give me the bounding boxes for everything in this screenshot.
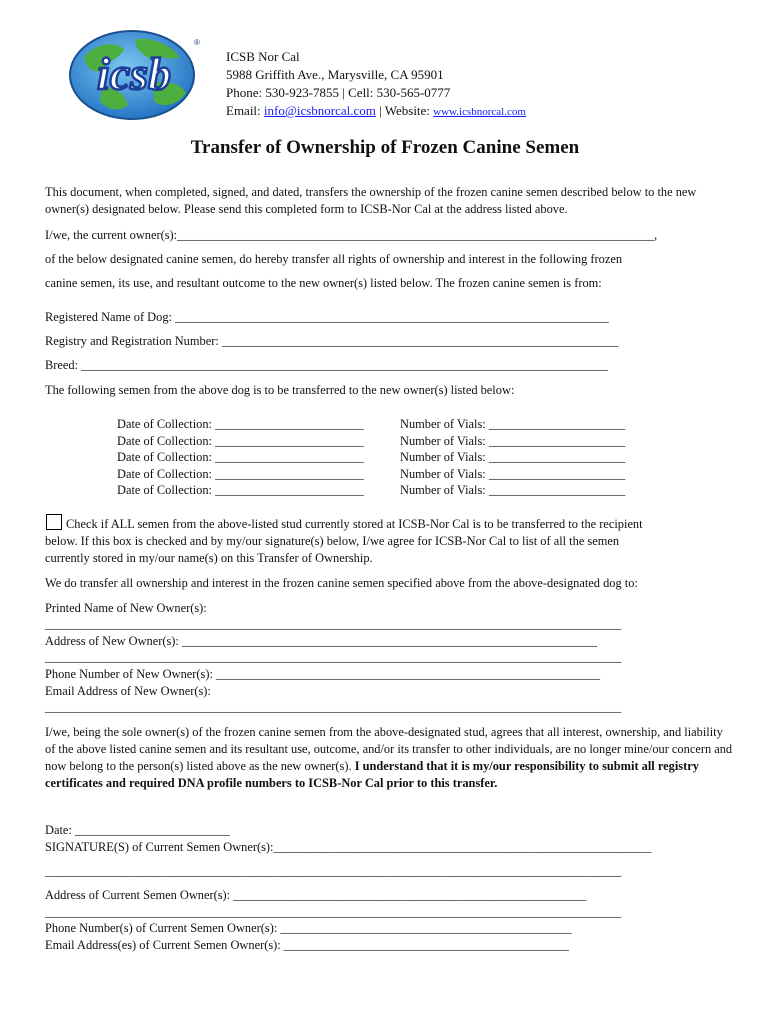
org-email-website: Email: info@icsbnorcal.com | Website: www.icsbnorcal.com	[226, 103, 526, 118]
transfer-statement-2: canine semen, its use, and resultant outcome to the new owner(s) listed below. The frozen canine semen is from:	[45, 276, 602, 290]
current-owner-phone-field[interactable]: Phone Number(s) of Current Semen Owner(s): _______________________________________________	[45, 921, 572, 935]
header-contact	[226, 48, 526, 121]
new-owner-email-label: Email Address of New Owner(s):	[45, 684, 211, 698]
printed-name-field[interactable]: _____________________________________________________________________________________________	[45, 617, 622, 631]
vials-field[interactable]: Number of Vials: ______________________	[400, 433, 626, 448]
vials-field[interactable]: Number of Vials: ______________________	[400, 450, 626, 465]
do-transfer-line: We do transfer all ownership and interest in the frozen canine semen specified above from the above-designated dog to:	[45, 576, 638, 590]
collection-vials	[400, 416, 625, 499]
new-owner-email-field[interactable]: _____________________________________________________________________________________________	[45, 700, 622, 714]
new-owner-phone-field[interactable]: Phone Number of New Owner(s): ______________________________________________________________	[45, 667, 601, 681]
current-owner-field[interactable]: I/we, the current owner(s):_____________________________________________________________________________,	[45, 228, 658, 242]
registry-number-field[interactable]: Registry and Registration Number: ________________________________________________________________	[45, 334, 619, 348]
website-link[interactable]: www.icsbnorcal.com	[433, 106, 526, 118]
collection-date-field[interactable]: Date of Collection: ________________________	[117, 433, 364, 448]
check-all-line-3: currently stored in my/our name(s) on this Transfer of Ownership.	[45, 551, 373, 565]
signature-field-2[interactable]: _____________________________________________________________________________________________	[45, 864, 622, 878]
collection-dates	[117, 416, 364, 499]
agreement-paragraph: I/we, being the sole owner(s) of the frozen canine semen from the above-designated stud, agrees that all interest, ownership, and liability of the above listed canine semen and its resultant use, outcome, and/or its transfer to other individuals, are no longer mine/our concern and now belong to the person(s) listed above as the new owner(s). I understand that it is my/our responsibility to submit all registry certificates and required DNA profile numbers to ICSB-Nor Cal prior to this transfer.	[45, 725, 733, 790]
transfer-statement-1: of the below designated canine semen, do hereby transfer all rights of ownership and interest in the following frozen	[45, 252, 623, 266]
collection-date-field[interactable]: Date of Collection: ________________________	[117, 483, 364, 498]
current-owner-address-field-2[interactable]: _____________________________________________________________________________________________	[45, 905, 622, 919]
org-address: 5988 Griffith Ave., Marysville, CA 95901	[226, 67, 444, 82]
email-link[interactable]: info@icsbnorcal.com	[263, 103, 376, 118]
org-phone: Phone: 530-923-7855 | Cell: 530-565-0777	[226, 85, 451, 100]
icsb-logo	[62, 27, 206, 123]
org-name: ICSB Nor Cal	[226, 49, 300, 64]
breed-field[interactable]: Breed: _____________________________________________________________________________________	[45, 358, 608, 372]
check-all-line-1: Check if ALL semen from the above-listed stud currently stored at ICSB-Nor Cal is to be transferred to the recipient	[66, 517, 643, 531]
signature-field[interactable]: SIGNATURE(S) of Current Semen Owner(s):_____________________________________________________________	[45, 840, 652, 854]
agreement-bold: I understand that it is my/our responsibility to submit all registry certificates and required DNA profile numbers to ICSB-Nor Cal prior to this transfer.	[45, 759, 699, 790]
check-all-line-2: below. If this box is checked and by my/our signature(s) below, I/we agree for ICSB-Nor Cal to list of all the semen	[45, 534, 620, 548]
following-semen-line: The following semen from the above dog is to be transferred to the new owner(s) listed below:	[45, 383, 515, 397]
new-owner-address-field[interactable]: Address of New Owner(s): ___________________________________________________________________	[45, 634, 598, 648]
svg-text:®: ®	[194, 38, 200, 47]
transfer-all-checkbox[interactable]	[46, 514, 62, 530]
registered-name-field[interactable]: Registered Name of Dog: ______________________________________________________________________	[45, 310, 609, 324]
logo-text: icsb	[96, 48, 172, 99]
new-owner-address-field-2[interactable]: _____________________________________________________________________________________________	[45, 650, 622, 664]
vials-field[interactable]: Number of Vials: ______________________	[400, 466, 626, 481]
collection-date-field[interactable]: Date of Collection: ________________________	[117, 450, 364, 465]
date-field[interactable]: Date: _________________________	[45, 823, 230, 837]
printed-name-label: Printed Name of New Owner(s):	[45, 601, 207, 615]
current-owner-email-field[interactable]: Email Address(es) of Current Semen Owner(s): ______________________________________________	[45, 938, 569, 952]
collection-date-field[interactable]: Date of Collection: ________________________	[117, 466, 364, 481]
page-title: Transfer of Ownership of Frozen Canine Semen	[190, 137, 580, 158]
intro-paragraph: This document, when completed, signed, and dated, transfers the ownership of the frozen canine semen described below to the new owner(s) designated below. Please send this completed form to ICSB-Nor Cal at the address listed above.	[45, 185, 697, 216]
vials-field[interactable]: Number of Vials: ______________________	[400, 417, 626, 431]
vials-field[interactable]: Number of Vials: ______________________	[400, 483, 626, 498]
collection-date-field[interactable]: Date of Collection: ________________________	[117, 417, 364, 431]
current-owner-address-field[interactable]: Address of Current Semen Owner(s): _________________________________________________________	[45, 888, 587, 902]
